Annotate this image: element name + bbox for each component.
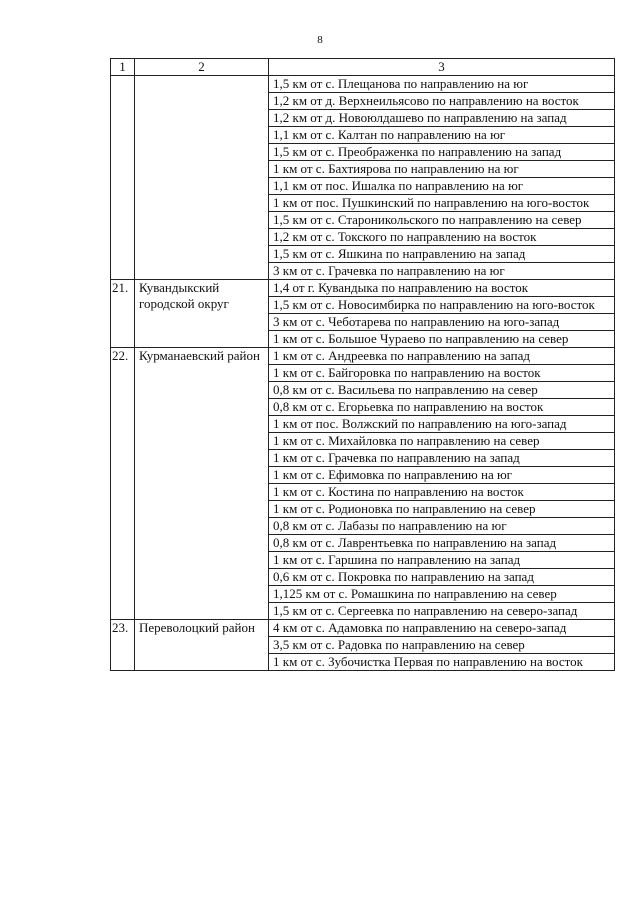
location-cell: 0,8 км от с. Лабазы по направлению на юг [269, 518, 615, 535]
location-cell: 1,125 км от с. Ромашкина по направлению на север [269, 586, 615, 603]
table-row [111, 280, 615, 297]
column-header-3: 3 [269, 59, 615, 76]
location-cell: 1 км от пос. Волжский по направлению на юго-запад [269, 416, 615, 433]
location-cell: 1 км от с. Грачевка по направлению на запад [269, 450, 615, 467]
column-header-1: 1 [111, 59, 135, 76]
location-cell: 1,1 км от с. Калтан по направлению на юг [269, 127, 615, 144]
location-cell: 1 км от с. Родионовка по направлению на север [269, 501, 615, 518]
location-cell: 1,5 км от с. Сергеевка по направлению на северо-запад [269, 603, 615, 620]
location-cell: 1,5 км от с. Староникольского по направлению на север [269, 212, 615, 229]
location-cell: 3 км от с. Грачевка по направлению на юг [269, 263, 615, 280]
location-cell: 1,5 км от с. Яшкина по направлению на запад [269, 246, 615, 263]
table-row [111, 620, 615, 637]
district-name-cell: Переволоцкий район [135, 620, 269, 671]
location-cell: 1 км от с. Андреевка по направлению на запад [269, 348, 615, 365]
location-cell: 0,8 км от с. Васильева по направлению на север [269, 382, 615, 399]
location-cell: 1 км от с. Бахтиярова по направлению на юг [269, 161, 615, 178]
location-cell: 1 км от с. Байгоровка по направлению на восток [269, 365, 615, 382]
location-cell: 3,5 км от с. Радовка по направлению на север [269, 637, 615, 654]
location-cell: 0,6 км от с. Покровка по направлению на запад [269, 569, 615, 586]
row-number-cell: 22. [111, 348, 135, 620]
table-body [111, 76, 615, 671]
district-cell [135, 76, 269, 280]
table-row [111, 76, 615, 93]
location-cell: 1 км от с. Большое Чураево по направлению на север [269, 331, 615, 348]
row-number-cell: 21. [111, 280, 135, 348]
location-cell: 1,5 км от с. Преображенка по направлению на запад [269, 144, 615, 161]
location-cell: 1 км от с. Ефимовка по направлению на юг [269, 467, 615, 484]
column-header-2: 2 [135, 59, 269, 76]
location-cell: 1 км от с. Костина по направлению на восток [269, 484, 615, 501]
row-number-cell [111, 76, 135, 280]
district-name-cell: Кувандыкский городской округ [135, 280, 269, 348]
table-header-row [111, 59, 615, 76]
location-cell: 1,4 от г. Кувандыка по направлению на восток [269, 280, 615, 297]
location-cell: 0,8 км от с. Лаврентьевка по направлению на запад [269, 535, 615, 552]
location-cell: 1 км от с. Гаршина по направлению на запад [269, 552, 615, 569]
district-name-cell: Курманаевский район [135, 348, 269, 620]
table-row [111, 348, 615, 365]
row-number-cell: 23. [111, 620, 135, 671]
location-cell: 1,5 км от с. Плещанова по направлению на юг [269, 76, 615, 93]
location-cell: 0,8 км от с. Егорьевка по направлению на восток [269, 399, 615, 416]
location-cell: 4 км от с. Адамовка по направлению на северо-запад [269, 620, 615, 637]
location-cell: 1 км от пос. Пушкинский по направлению на юго-восток [269, 195, 615, 212]
location-cell: 1,1 км от пос. Ишалка по направлению на юг [269, 178, 615, 195]
location-cell: 1,2 км от д. Новоюлдашево по направлению на запад [269, 110, 615, 127]
page-number: 8 [317, 34, 323, 46]
location-cell: 3 км от с. Чеботарева по направлению на юго-запад [269, 314, 615, 331]
location-cell: 1 км от с. Михайловка по направлению на север [269, 433, 615, 450]
location-cell: 1,5 км от с. Новосимбирка по направлению на юго-восток [269, 297, 615, 314]
settlements-table [110, 58, 615, 671]
location-cell: 1,2 км от д. Верхнеильясово по направлению на восток [269, 93, 615, 110]
location-cell: 1 км от с. Зубочистка Первая по направлению на восток [269, 654, 615, 671]
location-cell: 1,2 км от с. Токского по направлению на восток [269, 229, 615, 246]
